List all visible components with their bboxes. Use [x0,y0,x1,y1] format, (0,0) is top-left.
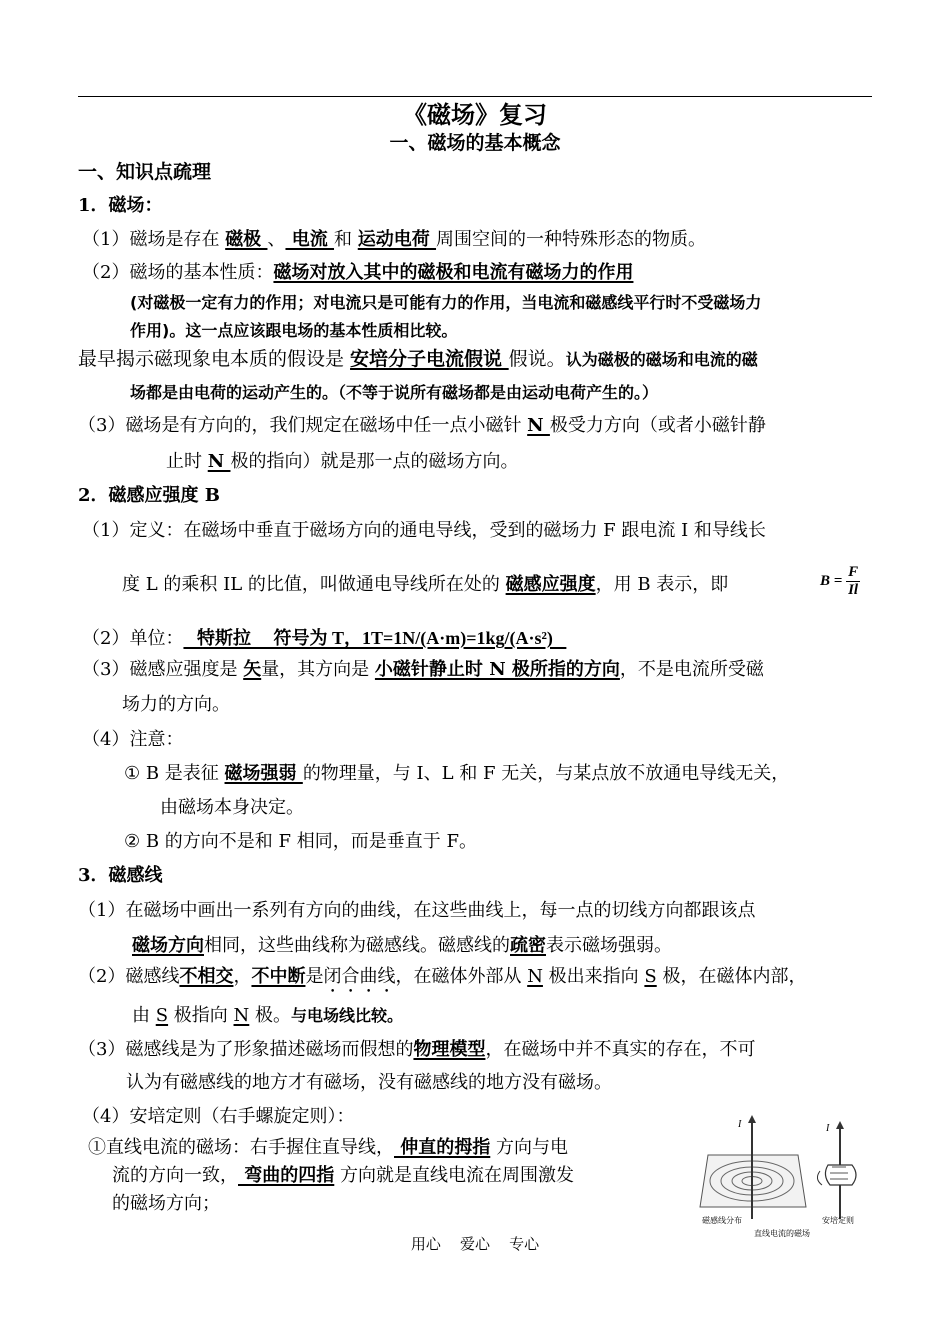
s3-p2: （2）磁感线不相交，不中断是闭合曲线，在磁体外部从 N 极出来指向 S 极，在磁体内部， [78,966,807,987]
s1-p4: （3）磁场是有方向的，我们规定在磁场中任一点小磁针 N 极受力方向（或者小磁针静 [78,415,766,436]
formula-lhs: B = [820,572,843,589]
label-ampere-rule: 安培定则 [822,1216,854,1225]
s2-n1b: 由磁场本身决定。 [160,797,304,818]
s3-r1: ①直线电流的磁场：右手握住直导线， 伸直的拇指 方向与电 [88,1137,569,1158]
s3-p2b: 由 S 极指向 N 极。与电场线比较。 [132,1005,404,1026]
figure-caption: 直线电流的磁场 [754,1229,810,1238]
s1-note1: (对磁极一定有力的作用；对电流只是可能有力的作用，当电流和磁感线平行时不受磁场力 [130,293,762,312]
formula-denominator: Il [848,582,859,598]
s2-n1: ① B 是表征 磁场强弱 的物理量，与 I、L 和 F 无关，与某点放不放通电导线无关， [124,763,790,784]
s2-n2: ② B 的方向不是和 F 相同，而是垂直于 F。 [124,831,477,852]
s1-p2: （2）磁场的基本性质：磁场对放入其中的磁极和电流有磁场力的作用 [82,262,634,283]
s1-p1: （1）磁场是存在 磁极 、 电流 和 运动电荷 周围空间的一种特殊形态的物质。 [82,229,707,250]
s2-unit: （2）单位： 特斯拉 符号为 T，1T=1N/(A·m)=1kg/(A·s²) [82,628,567,649]
s2-heading: 2．磁感应强度 B [78,485,221,506]
s2-vec: （3）磁感应强度是 矢量，其方向是 小磁针静止时 N 极所指的方向，不是电流所受磁 [82,659,764,680]
s1-p4b: 止时 N 极的指向）就是那一点的磁场方向。 [166,451,519,472]
s3-p3b: 认为有磁感线的地方才有磁场，没有磁感线的地方没有磁场。 [126,1072,612,1093]
formula-numerator: F [848,564,859,580]
s3-p4: （4）安培定则（右手螺旋定则）： [82,1106,355,1127]
straight-current-field-figure [694,1111,880,1241]
s1-heading: 1．磁场： [78,195,163,216]
b-formula [820,564,860,599]
s3-heading: 3．磁感线 [78,865,163,886]
current-label-left: I [738,1119,742,1130]
current-label-right: I [826,1123,830,1134]
right-hand-rule-diagram [817,1121,856,1225]
header-rule [78,96,872,97]
s2-note: （4）注意： [82,729,184,750]
page-footer: 用心 爱心 专心 [410,1235,540,1253]
s2-vec2: 场力的方向。 [122,694,230,715]
field-lines-diagram [700,1115,806,1225]
s2-d1: （1）定义：在磁场中垂直于磁场方向的通电导线，受到的磁场力 F 跟电流 I 和导线长 [82,520,766,541]
s1-note2: 作用)。这一点应该跟电场的基本性质相比较。 [130,321,458,340]
s3-p1b: 磁场方向相同，这些曲线称为磁感线。磁感线的疏密表示磁场强弱。 [132,935,672,956]
s1-p3: 最早揭示磁现象电本质的假设是 安培分子电流假说 假说。认为磁极的磁场和电流的磁 [78,348,758,370]
page-subtitle: 一、磁场的基本概念 [389,132,561,154]
s1-p3b: 场都是由电荷的运动产生的。（不等于说所有磁场都是由运动电荷产生的。） [130,383,659,402]
s3-r1b: 流的方向一致， 弯曲的四指 方向就是直线电流在周围激发 [112,1165,575,1186]
s3-r1c: 的磁场方向； [112,1193,220,1214]
s3-p3: （3）磁感线是为了形象描述磁场而假想的物理模型，在磁场中并不真实的存在，不可 [78,1039,756,1060]
s3-p1: （1）在磁场中画出一系列有方向的曲线，在这些曲线上，每一点的切线方向都跟该点 [78,900,756,921]
formula-fraction [846,564,860,599]
page-title: 《磁场》复习 [403,100,547,129]
section-heading: 一、知识点疏理 [78,161,212,183]
label-field-distribution: 磁感线分布 [702,1216,742,1225]
s2-d2: 度 L 的乘积 IL 的比值，叫做通电导线所在处的 磁感应强度，用 B 表示，即 [122,574,729,595]
